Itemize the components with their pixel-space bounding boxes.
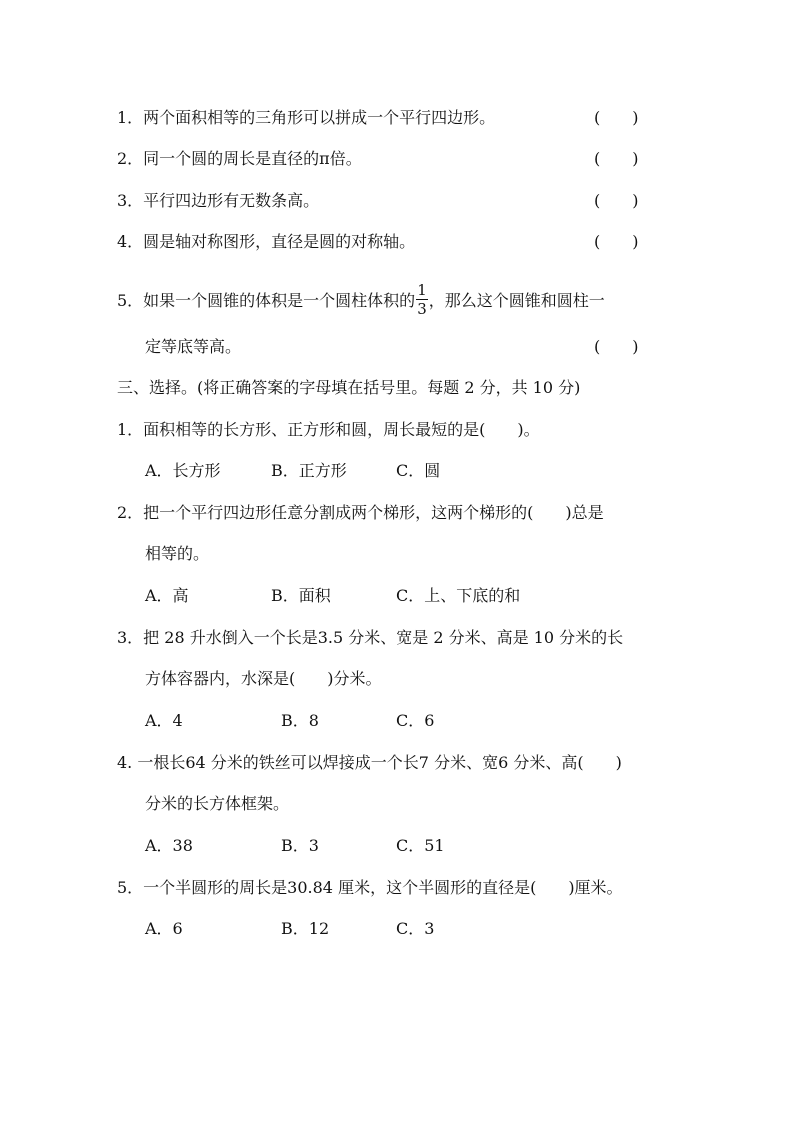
- judgment-item-5-continuation: 定等底等高。: [145, 337, 242, 356]
- q2-option-a[interactable]: A．高: [145, 586, 189, 605]
- q3-option-c[interactable]: C．6: [396, 711, 435, 730]
- judgment-item-4-answer-blank[interactable]: ( ): [594, 232, 639, 251]
- judgment-item-5-line2: [145, 337, 710, 357]
- q2-option-c[interactable]: C．上、下底的和: [396, 586, 521, 605]
- q5-option-b[interactable]: B．12: [281, 919, 330, 938]
- choice-question-2-line2: 相等的。: [145, 544, 210, 563]
- choice-question-3-line2: 方体容器内，水深是( )分米。: [145, 669, 382, 688]
- q1-option-c[interactable]: C．圆: [396, 461, 441, 480]
- judgment-item-3-answer-blank[interactable]: ( ): [594, 191, 639, 210]
- section-3-heading: 三、选择。(将正确答案的字母填在括号里。每题 2 分，共 10 分): [117, 378, 581, 397]
- judgment-item-2-text: 2．同一个圆的周长是直径的π倍。: [117, 149, 362, 168]
- judgment-item-2-answer-blank[interactable]: ( ): [594, 149, 639, 168]
- judgment-item-5-text-after: ，那么这个圆锥和圆柱一: [428, 291, 605, 310]
- judgment-item-3: [117, 191, 682, 211]
- fraction-numerator: 1: [417, 281, 427, 299]
- fraction-denominator: 3: [417, 300, 427, 318]
- judgment-item-5-answer-blank[interactable]: ( ): [594, 337, 639, 356]
- q4-option-c[interactable]: C．51: [396, 836, 445, 855]
- choice-question-2: 2．把一个平行四边形任意分割成两个梯形，这两个梯形的( )总是: [117, 503, 604, 522]
- q4-option-a[interactable]: A．38: [145, 836, 193, 855]
- q3-option-a[interactable]: A．4: [145, 711, 183, 730]
- choice-question-4: 4. 一根长64 分米的铁丝可以焊接成一个长7 分米、宽6 分米、高( ): [117, 753, 622, 772]
- q1-option-b[interactable]: B．正方形: [271, 461, 347, 480]
- judgment-item-1: [117, 108, 682, 128]
- choice-question-1: 1．面积相等的长方形、正方形和圆，周长最短的是( )。: [117, 420, 540, 439]
- judgment-item-1-text: 1．两个面积相等的三角形可以拼成一个平行四边形。: [117, 108, 496, 127]
- choice-question-5: 5．一个半圆形的周长是30.84 厘米，这个半圆形的直径是( )厘米。: [117, 878, 623, 897]
- judgment-item-4: [117, 232, 682, 252]
- q3-option-b[interactable]: B．8: [281, 711, 319, 730]
- judgment-item-1-answer-blank[interactable]: ( ): [594, 108, 639, 127]
- fraction-one-third: [416, 281, 428, 318]
- q2-option-b[interactable]: B．面积: [271, 586, 331, 605]
- choice-question-3: 3．把 28 升水倒入一个长是3.5 分米、宽是 2 分米、高是 10 分米的长: [117, 628, 624, 647]
- judgment-item-4-text: 4．圆是轴对称图形，直径是圆的对称轴。: [117, 232, 416, 251]
- judgment-item-3-text: 3．平行四边形有无数条高。: [117, 191, 320, 210]
- judgment-item-5: [117, 283, 682, 320]
- q1-option-a[interactable]: A．长方形: [145, 461, 221, 480]
- choice-question-4-line2: 分米的长方体框架。: [145, 794, 290, 813]
- judgment-item-5-text-before: 5．如果一个圆锥的体积是一个圆柱体积的: [117, 291, 416, 310]
- judgment-item-2: [117, 149, 682, 169]
- q5-option-c[interactable]: C．3: [396, 919, 435, 938]
- q5-option-a[interactable]: A．6: [145, 919, 183, 938]
- q4-option-b[interactable]: B．3: [281, 836, 319, 855]
